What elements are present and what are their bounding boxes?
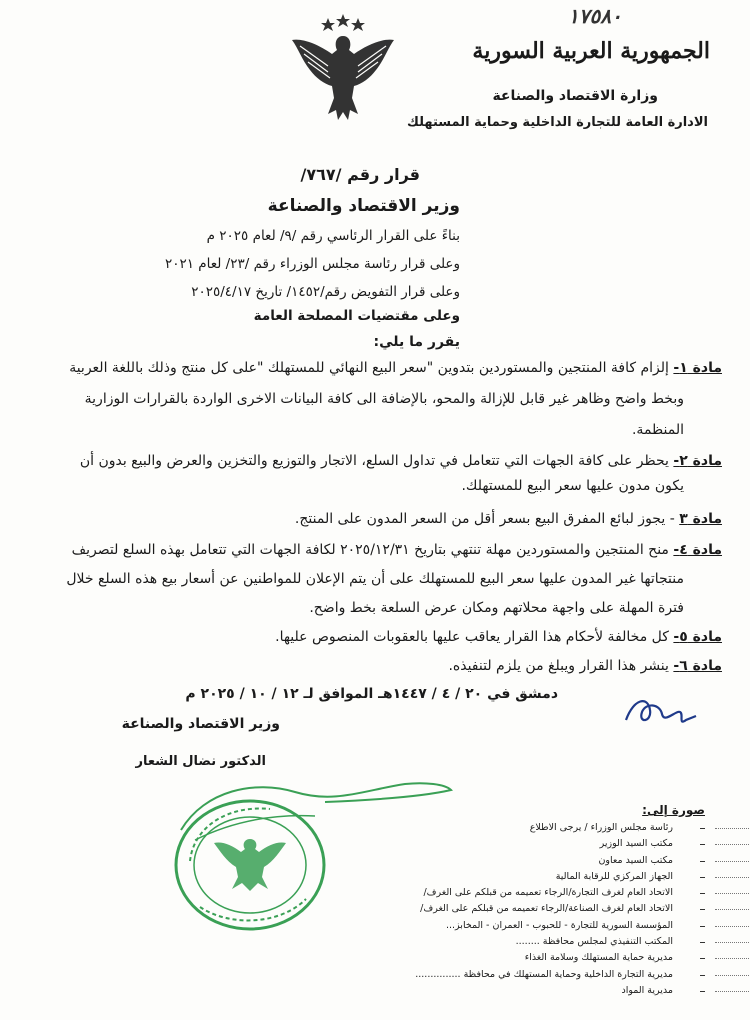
article-label: مادة ١- (673, 360, 722, 376)
article-label: مادة ٦- (673, 658, 722, 674)
article-text: - يجوز لبائع المفرق البيع بسعر أقل من السعر المدون على المنتج. (294, 511, 675, 527)
eagle-emblem-icon (288, 14, 398, 134)
article-2 (22, 451, 722, 497)
list-item: المكتب التنفيذي لمجلس محافظة ........ (375, 934, 675, 950)
ministry-stamp-icon (170, 795, 330, 935)
signer-name: الدكتور نضال الشعار (135, 754, 266, 769)
article-4 (22, 540, 722, 619)
date-line: دمشق في ٢٠ / ٤ / ١٤٤٧هـ الموافق لـ ١٢ / ١٠ / ٢٠٢٥ م (185, 686, 558, 702)
handwritten-reference-number: ١٧٥٨٠ (568, 4, 622, 28)
article-text: ينشر هذا القرار ويبلغ من يلزم لتنفيذه. (448, 658, 669, 674)
signer-title: وزير الاقتصاد والصناعة (121, 716, 280, 732)
list-item: مديرية التجارة الداخلية وحماية المستهلك في محافظة ............... (375, 967, 675, 983)
list-item: رئاسة مجلس الوزراء / يرجى الاطلاع (375, 820, 675, 836)
list-item: الجهاز المركزي للرقابة المالية (375, 869, 675, 885)
preamble-line: وعلى قرار التفويض رقم/١٤٥٢/ تاريخ ٢٠٢٥/٤/١٧ (191, 284, 460, 300)
preamble-line: وعلى مقتضيات المصلحة العامة (253, 308, 460, 324)
article-text: منتجاتها غير المدون عليها سعر البيع للمستهلك على أن يتم الإعلان للمواطنين عن أسعار بيع هذه السلع خلال (66, 571, 684, 587)
article-5 (22, 627, 722, 648)
article-text: فترة المهلة على واجهة محلاتهم ومكان عرض السلعة بخط واضح. (309, 600, 684, 616)
article-text: يكون مدون عليها سعر البيع للمستهلك. (461, 478, 684, 494)
issuer-title: وزير الاقتصاد والصناعة (267, 196, 460, 216)
list-item: الاتحاد العام لغرف الصناعة/الرجاء تعميمه من قبلكم على الغرف/ (375, 901, 675, 917)
list-item: مكتب السيد معاون (375, 853, 675, 869)
signature-icon (620, 690, 700, 735)
copies-heading: صورة إلى: (642, 803, 705, 817)
preamble-line: وعلى قرار رئاسة مجلس الوزراء رقم /٢٣/ لعام ٢٠٢١ (164, 256, 460, 272)
preamble-line: بناءً على القرار الرئاسي رقم /٩/ لعام ٢٠٢٥ م (206, 228, 460, 244)
list-item: مديرية المواد (375, 983, 675, 999)
article-label: مادة ٣ (679, 511, 722, 527)
article-text: كل مخالفة لأحكام هذا القرار يعاقب عليها بالعقوبات المنصوص عليها. (275, 629, 669, 645)
article-text: إلزام كافة المنتجين والمستوردين بتدوين "سعر البيع النهائي للمستهلك "على كل منتج وذلك باللغة العربية (69, 360, 669, 376)
list-item: الاتحاد العام لغرف التجارة/الرجاء تعميمه من قبلكم على الغرف/ (375, 885, 675, 901)
article-label: مادة ٥- (673, 629, 722, 645)
article-text: منح المنتجين والمستوردين مهلة تنتهي بتاريخ ٢٠٢٥/١٢/٣١ لكافة الجهات التي تتعامل بهذه السلع لتصريف (71, 542, 669, 558)
country-name: الجمهورية العربية السورية (472, 38, 710, 64)
article-label: مادة ٤- (673, 542, 722, 558)
directorate-name: الادارة العامة للتجارة الداخلية وحماية المستهلك (406, 115, 708, 130)
ministry-name: وزارة الاقتصاد والصناعة (492, 88, 658, 104)
article-text: المنظمة. (631, 422, 684, 438)
decision-number: قرار رقم /٧٦٧/ (300, 165, 420, 184)
article-label: مادة ٢- (673, 453, 722, 469)
article-3 (22, 509, 722, 530)
list-item: المؤسسة السورية للتجارة - للحبوب - العمران - المخابز... (375, 918, 675, 934)
article-text: وبخط واضح وظاهر غير قابل للإزالة والمحو، بالإضافة الى كافة البيانات الاخرى الواردة بالقرارات الوزارية (84, 391, 684, 407)
decides-heading: يقرر ما يلي: (373, 334, 460, 350)
list-item: مكتب السيد الوزير (375, 836, 675, 852)
copies-list (375, 820, 675, 999)
article-1 (22, 358, 722, 441)
article-6 (22, 656, 722, 677)
article-text: يحظر على كافة الجهات التي تتعامل في تداول السلع، الاتجار والتوزيع والتخزين والعرض والبيع بدون أن (79, 453, 669, 469)
list-item: مديرية حماية المستهلك وسلامة الغذاء (375, 950, 675, 966)
